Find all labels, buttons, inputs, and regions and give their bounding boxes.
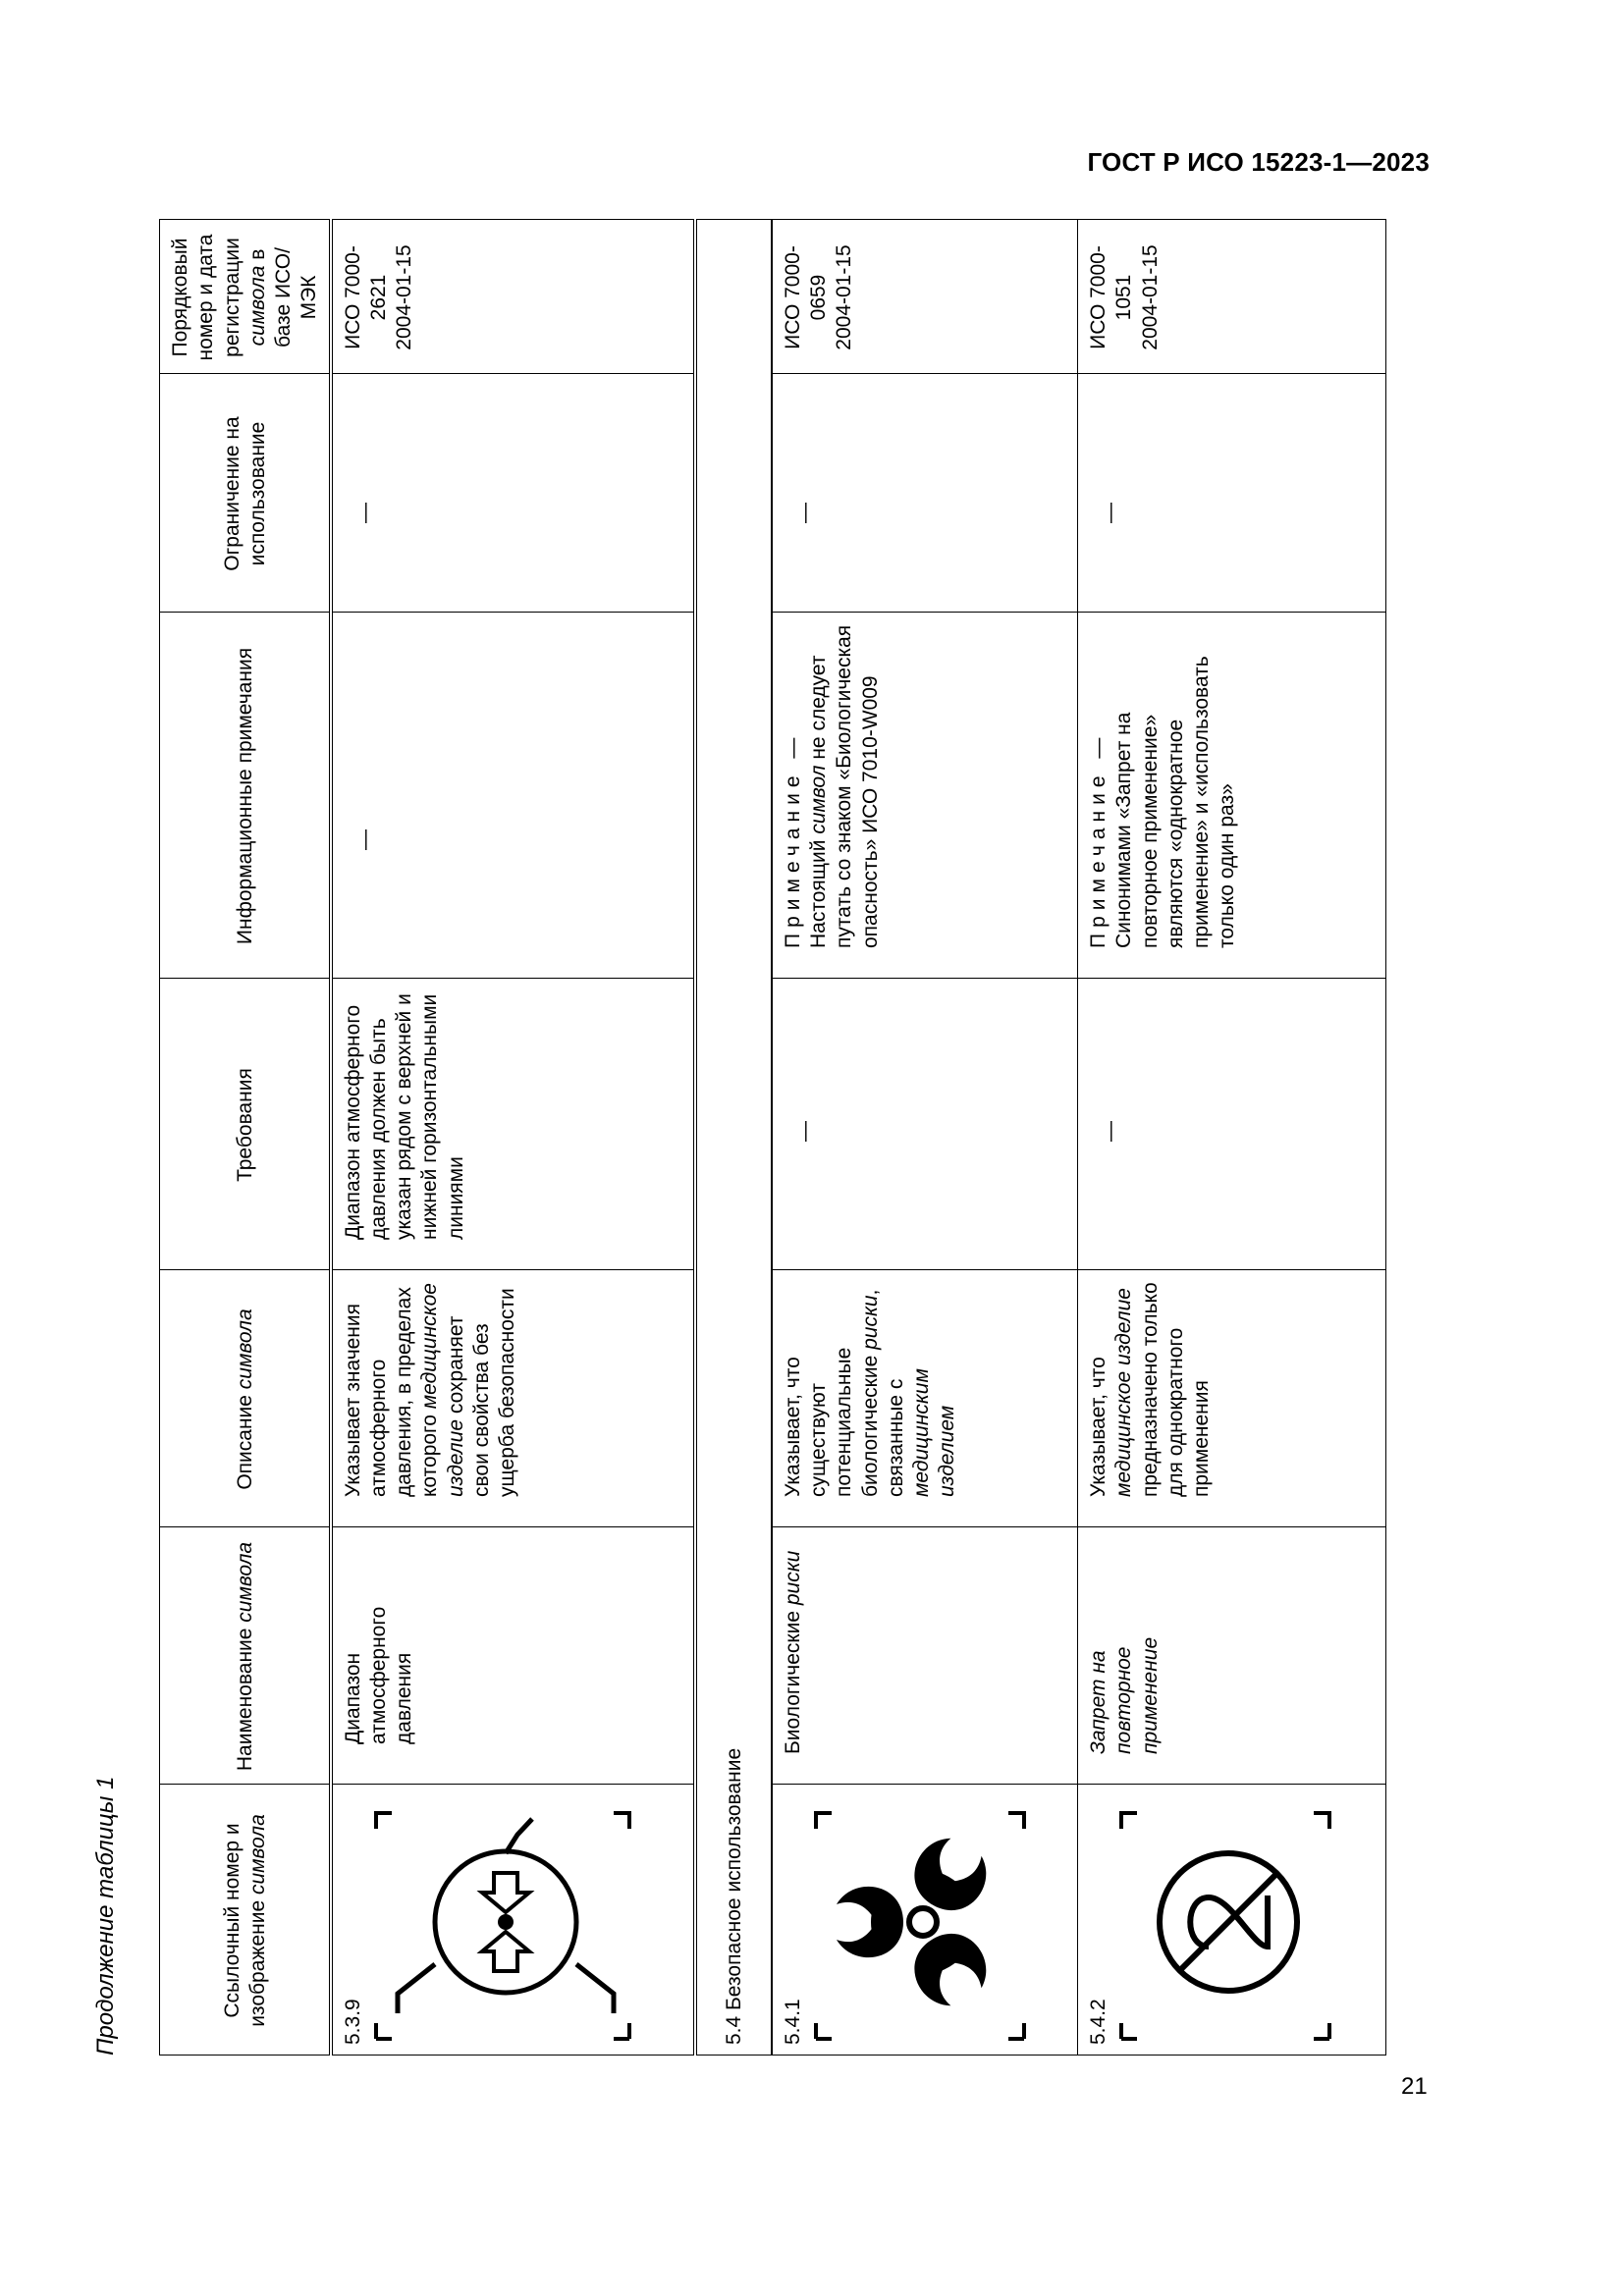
restrictions-cell	[772, 374, 1078, 613]
note-text: Синонимами «Запрет на повторное применение» являются «однократное применение» и «использовать только один раз»	[1112, 656, 1239, 948]
document-code: ГОСТ Р ИСО 15223-1—2023	[1087, 147, 1430, 177]
name-cell: Диапазон атмосферного давления	[331, 1527, 695, 1785]
header-notes: Информационные примечания	[160, 613, 331, 979]
restrictions-dash: —	[792, 503, 816, 523]
description-cell: Указывает, что существуют потенциальные биологические риски, связанные с медицинским изделием	[772, 1270, 1078, 1527]
description-cell: Указывает, что медицинское изделие предназначено только для однократного применения	[1078, 1270, 1386, 1527]
requirements-cell: Диапазон атмосферного давления должен быть указан рядом с верхней и нижней горизонтальными линиями	[331, 979, 695, 1270]
notes-cell	[1078, 613, 1386, 979]
header-name: Наименование символа	[160, 1527, 331, 1785]
reg-number: ИСО 7000-0659	[781, 245, 831, 349]
header-ref-image: Ссылочный номер и изображение символа	[160, 1785, 331, 2056]
name-cell: Запрет на повторное применение	[1078, 1527, 1386, 1785]
header-registration: Порядковый номер и дата регистрации символа в базе ИСО/МЭК	[160, 220, 331, 374]
registration-cell	[772, 220, 1078, 374]
do-not-reuse-icon	[1115, 1799, 1341, 2045]
requirements-cell	[772, 979, 1078, 1270]
restrictions-cell	[1078, 374, 1386, 613]
header-description: Описание символа	[160, 1270, 331, 1527]
ref-cell	[772, 1785, 1078, 2056]
header-restrictions: Ограничение на использование	[160, 374, 331, 613]
table-caption: Продолжение таблицы 1	[92, 1776, 119, 2056]
reg-date: 2004-01-15	[393, 244, 415, 350]
ref-cell	[1078, 1785, 1386, 2056]
note-text: Настоящий символ не следует путать со знаком «Биологическая опасность» ИСО 7010-W009	[807, 624, 882, 948]
restrictions-dash: —	[352, 503, 376, 523]
requirements-cell	[1078, 979, 1386, 1270]
table-header-row	[160, 220, 331, 2056]
atmospheric-pressure-icon	[370, 1799, 635, 2045]
note-label: Примечание —	[1087, 731, 1110, 948]
ref-cell	[331, 1785, 695, 2056]
notes-cell	[331, 613, 695, 979]
restrictions-dash: —	[1099, 503, 1122, 523]
header-requirements: Требования	[160, 979, 331, 1270]
description-cell: Указывает значения атмосферного давления, в пределах которого медицинское изделие сохраняет свои свойства без ущерба безопасности	[331, 1270, 695, 1527]
notes-dash: —	[352, 829, 376, 850]
note-label: Примечание —	[781, 731, 804, 948]
requirements-dash: —	[1099, 1121, 1122, 1142]
page-number: 21	[1401, 2073, 1428, 2100]
reg-number: ИСО 7000-2621	[341, 245, 390, 349]
notes-cell	[772, 613, 1078, 979]
table-row-5-3-9	[331, 220, 695, 2056]
biohazard-icon	[810, 1799, 1036, 2045]
symbols-table	[159, 219, 1386, 2056]
ref-number: 5.3.9	[341, 1999, 364, 2045]
section-title: 5.4 Безопасное использование	[695, 220, 772, 2056]
section-row	[695, 220, 772, 2056]
ref-number: 5.4.2	[1087, 1999, 1110, 2045]
rotated-table-frame	[92, 220, 1386, 2056]
reg-date: 2004-01-15	[833, 244, 856, 350]
registration-cell	[1078, 220, 1386, 374]
table-row-5-4-1	[772, 220, 1078, 2056]
table-row-5-4-2	[1078, 220, 1386, 2056]
registration-cell	[331, 220, 695, 374]
restrictions-cell	[331, 374, 695, 613]
name-cell: Биологические риски	[772, 1527, 1078, 1785]
ref-number: 5.4.1	[781, 1999, 804, 2045]
reg-date: 2004-01-15	[1138, 244, 1162, 350]
reg-number: ИСО 7000-1051	[1087, 245, 1136, 349]
requirements-dash: —	[792, 1121, 816, 1142]
